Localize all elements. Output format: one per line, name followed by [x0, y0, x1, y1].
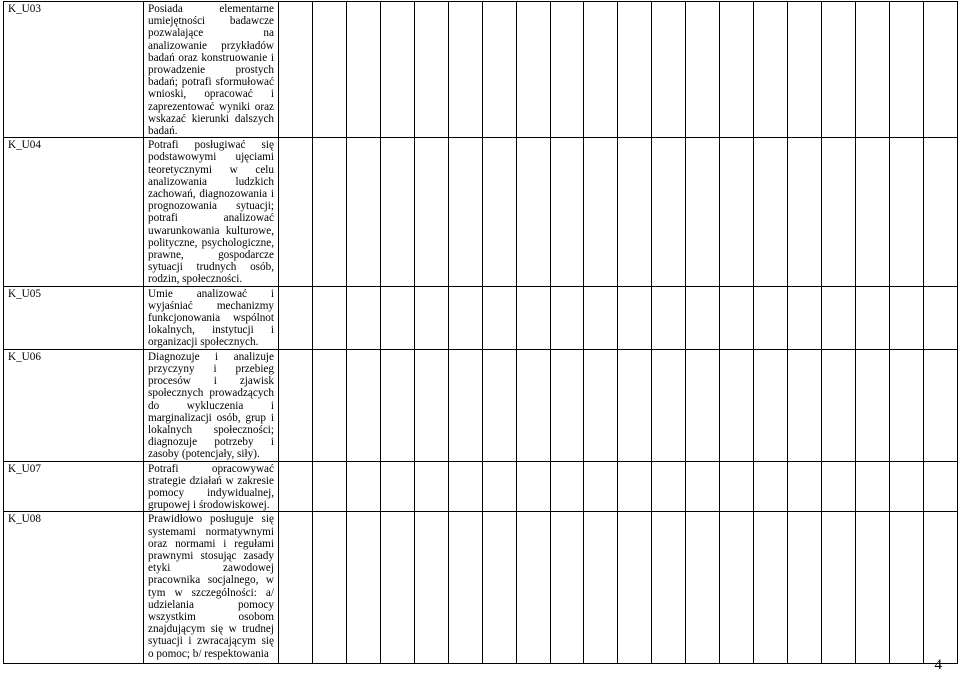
empty-cell: [516, 138, 550, 286]
empty-cell: [923, 286, 957, 349]
empty-cell: [346, 349, 380, 461]
table-row: [4, 461, 958, 512]
empty-cell: [312, 138, 346, 286]
empty-cell: [448, 461, 482, 512]
empty-cell: [279, 286, 313, 349]
empty-cell: [652, 2, 686, 138]
empty-cell: [482, 512, 516, 664]
empty-cell: [652, 286, 686, 349]
empty-cell: [788, 138, 822, 286]
empty-cell: [923, 512, 957, 664]
empty-cell: [414, 512, 448, 664]
empty-cell: [822, 349, 856, 461]
empty-cell: [720, 138, 754, 286]
empty-cell: [754, 2, 788, 138]
outcome-code-cell: [4, 286, 144, 349]
empty-cell: [550, 512, 584, 664]
outcome-code: K_U04: [8, 139, 41, 152]
empty-cell: [652, 138, 686, 286]
empty-cell: [312, 461, 346, 512]
empty-cell: [414, 286, 448, 349]
empty-cell: [312, 2, 346, 138]
empty-cell: [346, 2, 380, 138]
empty-cell: [788, 286, 822, 349]
outcome-code: K_U05: [8, 287, 41, 300]
empty-cell: [279, 512, 313, 664]
empty-cell: [550, 461, 584, 512]
empty-cell: [754, 349, 788, 461]
empty-cell: [720, 349, 754, 461]
empty-cell: [279, 138, 313, 286]
empty-cell: [482, 138, 516, 286]
outcome-code-cell: [4, 461, 144, 512]
empty-cell: [686, 138, 720, 286]
empty-cell: [855, 461, 889, 512]
empty-cell: [482, 349, 516, 461]
empty-cell: [889, 286, 923, 349]
empty-cell: [550, 138, 584, 286]
empty-cell: [686, 512, 720, 664]
empty-cell: [889, 461, 923, 512]
empty-cell: [686, 286, 720, 349]
empty-cell: [380, 286, 414, 349]
empty-cell: [923, 138, 957, 286]
outcome-description: Potrafi opracowywać strategie działań w zakresie pomocy indywidualnej, grupowej i środowiskowej.: [148, 462, 274, 512]
empty-cell: [923, 349, 957, 461]
empty-cell: [889, 512, 923, 664]
empty-cell: [312, 286, 346, 349]
empty-cell: [822, 512, 856, 664]
empty-cell: [482, 286, 516, 349]
empty-cell: [754, 461, 788, 512]
outcome-code: K_U07: [8, 462, 41, 475]
empty-cell: [855, 138, 889, 286]
outcome-code-cell: [4, 512, 144, 664]
outcome-code-cell: [4, 349, 144, 461]
empty-cell: [279, 349, 313, 461]
empty-cell: [686, 2, 720, 138]
empty-cell: [720, 461, 754, 512]
empty-cell: [380, 2, 414, 138]
empty-cell: [584, 138, 618, 286]
empty-cell: [414, 2, 448, 138]
empty-cell: [516, 512, 550, 664]
empty-cell: [414, 138, 448, 286]
empty-cell: [414, 349, 448, 461]
empty-cell: [822, 286, 856, 349]
empty-cell: [754, 512, 788, 664]
outcome-description: Potrafi posługiwać się podstawowymi ujęciami teoretycznymi w celu analizowania ludzkich zachowań, diagnozowania i prognozowania sytuacji; potrafi analizować uwarunkowania kulturowe, polityczne, psychologiczne, prawne, gospodarcze sytuacji trudnych osób, rodzin, społeczności.: [148, 139, 274, 286]
empty-cell: [448, 2, 482, 138]
outcome-description-cell: [144, 138, 279, 286]
table-row: [4, 286, 958, 349]
empty-cell: [618, 512, 652, 664]
empty-cell: [855, 512, 889, 664]
empty-cell: [584, 461, 618, 512]
empty-cell: [584, 512, 618, 664]
empty-cell: [855, 286, 889, 349]
empty-cell: [346, 138, 380, 286]
empty-cell: [720, 512, 754, 664]
table-row: [4, 512, 958, 664]
empty-cell: [720, 2, 754, 138]
empty-cell: [822, 461, 856, 512]
empty-cell: [923, 2, 957, 138]
empty-cell: [482, 461, 516, 512]
empty-cell: [754, 138, 788, 286]
empty-cell: [618, 349, 652, 461]
table-row: [4, 349, 958, 461]
empty-cell: [584, 286, 618, 349]
empty-cell: [279, 461, 313, 512]
empty-cell: [822, 138, 856, 286]
outcome-code-cell: [4, 138, 144, 286]
empty-cell: [788, 349, 822, 461]
learning-outcomes-table: [3, 1, 958, 664]
empty-cell: [482, 2, 516, 138]
outcome-description: Umie analizować i wyjaśniać mechanizmy funkcjonowania wspólnot lokalnych, instytucji i organizacji społecznych.: [148, 287, 274, 349]
outcome-description: Diagnozuje i analizuje przyczyny i przebieg procesów i zjawisk społecznych prowadzących do wykluczenia i marginalizacji osób, grup i lokalnych społeczności; diagnozuje potrzeby i zasoby (potencjały, siły).: [148, 350, 274, 461]
empty-cell: [855, 2, 889, 138]
outcome-description-cell: [144, 349, 279, 461]
empty-cell: [686, 349, 720, 461]
empty-cell: [346, 286, 380, 349]
empty-cell: [584, 349, 618, 461]
empty-cell: [652, 349, 686, 461]
empty-cell: [754, 286, 788, 349]
empty-cell: [822, 2, 856, 138]
empty-cell: [720, 286, 754, 349]
empty-cell: [516, 349, 550, 461]
outcome-description: Prawidłowo posługuje się systemami normatywnymi oraz normami i regułami prawnymi stosując zasady etyki zawodowej pracownika socjalnego, w tym w szczególności: a/ udzielania pomocy wszystkim osobom znajdującym się w trudnej sytuacji i zwracającym się o pomoc; b/ respektowania: [148, 513, 274, 660]
empty-cell: [584, 2, 618, 138]
empty-cell: [380, 349, 414, 461]
outcome-description-cell: [144, 2, 279, 138]
empty-cell: [618, 286, 652, 349]
page-number: 4: [934, 657, 942, 673]
empty-cell: [516, 286, 550, 349]
outcome-code: K_U08: [8, 513, 41, 526]
empty-cell: [788, 461, 822, 512]
empty-cell: [279, 2, 313, 138]
empty-cell: [652, 512, 686, 664]
empty-cell: [550, 2, 584, 138]
empty-cell: [516, 461, 550, 512]
empty-cell: [923, 461, 957, 512]
empty-cell: [346, 461, 380, 512]
empty-cell: [448, 349, 482, 461]
empty-cell: [855, 349, 889, 461]
outcome-description-cell: [144, 461, 279, 512]
outcome-code: K_U03: [8, 3, 41, 15]
empty-cell: [414, 461, 448, 512]
empty-cell: [346, 512, 380, 664]
outcome-description: Posiada elementarne umiejętności badawcze pozwalające na analizowanie przykładów badań oraz konstruowanie i prowadzenie prostych badań; potrafi sformułować wnioski, opracować i zaprezentować wyniki oraz wskazać kierunki dalszych badań.: [148, 3, 274, 138]
outcome-description-cell: [144, 286, 279, 349]
empty-cell: [889, 2, 923, 138]
empty-cell: [380, 512, 414, 664]
empty-cell: [380, 461, 414, 512]
empty-cell: [618, 138, 652, 286]
empty-cell: [448, 286, 482, 349]
empty-cell: [516, 2, 550, 138]
empty-cell: [448, 138, 482, 286]
empty-cell: [889, 138, 923, 286]
outcome-description-cell: [144, 512, 279, 664]
empty-cell: [618, 2, 652, 138]
empty-cell: [312, 349, 346, 461]
table-row: [4, 2, 958, 138]
empty-cell: [618, 461, 652, 512]
empty-cell: [889, 349, 923, 461]
empty-cell: [788, 2, 822, 138]
empty-cell: [550, 349, 584, 461]
outcome-code-cell: [4, 2, 144, 138]
empty-cell: [312, 512, 346, 664]
empty-cell: [380, 138, 414, 286]
empty-cell: [788, 512, 822, 664]
empty-cell: [448, 512, 482, 664]
empty-cell: [550, 286, 584, 349]
table-row: [4, 138, 958, 286]
empty-cell: [686, 461, 720, 512]
empty-cell: [652, 461, 686, 512]
outcome-code: K_U06: [8, 350, 41, 363]
